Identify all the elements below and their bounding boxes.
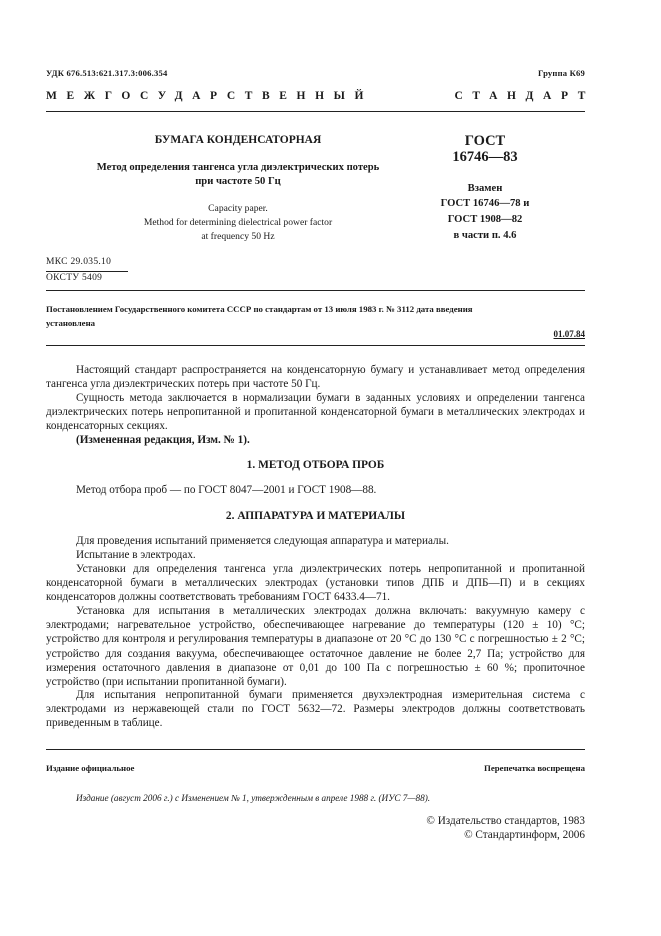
reprint-notice: Перепечатка воспрещена <box>484 763 585 773</box>
codes-divider <box>46 271 128 272</box>
english-title-line-3: at frequency 50 Hz <box>201 231 275 242</box>
page-title: БУМАГА КОНДЕНСАТОРНАЯ <box>154 134 322 146</box>
replaces-line-2: ГОСТ 1908—82 <box>447 214 523 225</box>
amendment-note: (Измененная редакция, Изм. № 1). <box>76 434 250 446</box>
section-2-paragraph-4: Установка для испытания в металлических электродах должна включать: вакуумную камеру с электродами; нагревательное устройство, обеспечивающее нагревание до температуры (120 ± 10) °С; устройство для контроля и регулирования температуры в диапазоне от 20 °С до 130 °С с погрешностью ± 2 °С; устройство для создания вакуума, обеспечивающее остаточное давление не более 2,7 Па; устройство для измерения остаточного давления в диапазоне от 0,01 до 100 Па с погрешностью ± 60 %; пропиточное устройство (при испытании пропитанной бумаги). <box>46 605 585 689</box>
decree-rule <box>46 345 585 346</box>
intro-paragraph-1: Настоящий стандарт распространяется на конденсаторную бумагу и устанавливает метод определения тангенса угла диэлектрических потерь при частоте 50 Гц. <box>46 364 585 391</box>
section-2-paragraph-1: Для проведения испытаний применяется следующая аппаратура и материалы. <box>76 535 449 547</box>
replaces-label: Взамен <box>467 183 503 194</box>
subtitle-line-2: при частоте 50 Гц <box>195 176 281 187</box>
english-title-line-1: Capacity paper. <box>208 203 268 214</box>
banner-standard: СТАНДАРТ <box>454 90 595 102</box>
group-code: Группа К69 <box>537 68 585 78</box>
official-edition: Издание официальное <box>46 763 135 773</box>
section-2-paragraph-2: Испытание в электродах. <box>76 549 196 561</box>
subtitle-line-1: Метод определения тангенса угла диэлектрических потерь <box>96 162 380 173</box>
section-2-paragraph-5: Для испытания непропитанной бумаги применяется двухэлектродная измерительная система с электродами из нержавеющей стали по ГОСТ 5632—72. Размеры электродов должны соответствовать приведенным в таблице. <box>46 689 585 730</box>
footer-rule <box>46 749 585 750</box>
replaces-line-1: ГОСТ 16746—78 и <box>440 198 530 209</box>
udk-code: УДК 676.513:621.317.3:006.354 <box>46 68 168 78</box>
banner-interstate: МЕЖГОСУДАРСТВЕННЫЙ <box>46 90 374 102</box>
okstu-code: ОКСТУ 5409 <box>46 273 103 283</box>
replaces-line-3: в части п. 4.6 <box>453 230 517 241</box>
gost-label: ГОСТ <box>464 133 506 149</box>
english-title-line-2: Method for determining dielectrical power factor <box>143 217 333 228</box>
section-2-paragraph-3: Установки для определения тангенса угла диэлектрических потерь непропитанной и пропитанной конденсаторной бумаги в металлических электродах (установки типов ДПБ и ДПБ—П) и в секциях конденсаторов должны соответствовать требованиям ГОСТ 6433.4—71. <box>46 563 585 604</box>
header-rule <box>46 111 585 112</box>
section-2-heading: 2. АППАРАТУРА И МАТЕРИАЛЫ <box>225 510 406 522</box>
decree-line-2: установлена <box>46 318 96 328</box>
codes-rule <box>46 290 585 291</box>
section-1-heading: 1. МЕТОД ОТБОРА ПРОБ <box>246 459 385 471</box>
edition-note: Издание (август 2006 г.) с Изменением № 1, утвержденным в апреле 1988 г. (ИУС 7—88). <box>76 793 431 803</box>
decree-line-1: Постановлением Государственного комитета СССР по стандартам от 13 июля 1983 г. № 3112 дата введения <box>46 304 473 314</box>
intro-paragraph-2: Сущность метода заключается в нормализации бумаги в заданных условиях и определении тангенса диэлектрических потерь непропитанной и пропитанной конденсаторной бумаги в металлических электродах и конденсаторных секциях. <box>46 392 585 433</box>
mks-code: МКС 29.035.10 <box>46 257 112 267</box>
copyright-1: © Издательство стандартов, 1983 <box>426 815 585 827</box>
gost-number: 16746—83 <box>452 149 518 165</box>
copyright-2: © Стандартинформ, 2006 <box>464 829 585 841</box>
section-1-paragraph: Метод отбора проб — по ГОСТ 8047—2001 и ГОСТ 1908—88. <box>76 484 377 496</box>
introduction-date: 01.07.84 <box>553 329 585 339</box>
